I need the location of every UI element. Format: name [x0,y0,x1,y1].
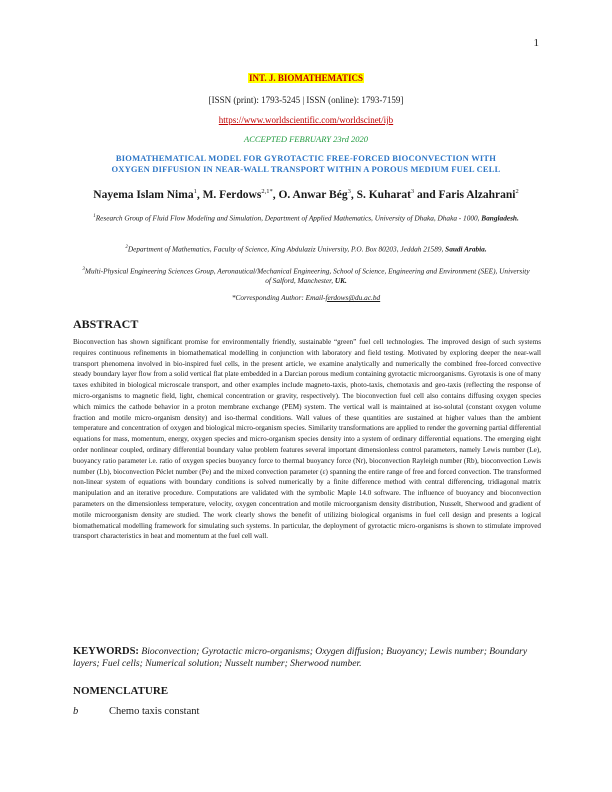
nomenclature-desc: Chemo taxis constant [109,706,200,717]
abstract-heading: ABSTRACT [73,317,139,331]
accepted-date: ACCEPTED FEBRUARY 23rd 2020 [244,134,368,144]
keywords-label: KEYWORDS: [73,646,139,657]
author-sup: 2,1* [261,188,273,195]
page-number: 1 [533,37,539,49]
title-line-1: BIOMATHEMATICAL MODEL FOR GYROTACTIC FREE-FORCED BIOCONVECTION WITH [115,153,497,163]
author-sup: 1 [193,188,197,195]
author: S. Kuharat [356,188,411,201]
affiliation-3: $^3$Multi-Physical Engineering Sciences Group, Aeronautical/Mechanical Engineering, School of Science, Engineering and Environment (SEE), University of Salford, Manchester, UK. [82,266,530,286]
affiliation-2: $^2$Department of Mathematics, Faculty of Science, King Abdulaziz University, P.O. Box 80203, Jeddah 21589, Saudi Arabia. [125,244,487,254]
author: M. Ferdows [202,188,262,201]
keywords-list: Bioconvection; Gyrotactic micro-organisms; Oxygen diffusion; Buoyancy; Lewis number; Boundary layers; Fuel cells; Numerical solution; Nusselt number; Sherwood number. [73,646,528,669]
author-list: Nayema Islam Nima$^1$, M. Ferdows$^{2,1*}$, O. Anwar Bég$^3$, S. Kuharat$^3$ and Faris Alzahrani$^2$ [93,188,519,201]
author-sup: 3 [347,188,351,195]
author: O. Anwar Bég [278,188,348,201]
nomenclature-symbol: b [73,706,79,717]
author-sup: 3 [410,188,415,195]
author: Faris Alzahrani [438,188,516,201]
abstract-text: Bioconvection has shown significant promise for environmentally friendly, sustainable “green” fuel cell technologies. The improved design of such systems requires continuous refinements in biomathematical modelling in conjunction with laboratory and field testing. Motivated by exploring deeper the near-wall transport phenomena involved in bio-inspired fuel cells, in the present article, we examine analytically and numerically the combined free-forced convective steady boundary layer flow from a solid vertical flat plate embedded in a Darcian porous medium containing gyrotactic microorganisms. Gyrotaxis is one of many taxes exhibited in biological microscale transport, and other examples include magneto-taxis, photo-taxis, chemotaxis and geo-taxis (reflecting the response of micro-organisms to magnetic field, light, chemical concentration or gravity, respectively). The bioconvection fuel cell also contains diffusing oxygen species which mimics the cathode behavior in a proton membrane exchange (PEM) system. The vertical wall is maintained at iso-solutal (constant oxygen volume fraction and motile micro-organism density) and iso-thermal conditions. Wall values of these quantities are sustained at higher values than the ambient temperature and concentration of oxygen and biological micro-organism species. Similarity transformations are applied to render the governing partial differential equations for mass, momentum, energy, oxygen species and micro-organism species density into a system of ordinary differential equations. The emerging eight order nonlinear coupled, ordinary differential boundary value problem features several important dimensionless control parameters, namely Lewis number (Le), buoyancy ratio parameter i.e. ratio of oxygen species buoyancy force to thermal buoyancy force (Nr), bioconvection Rayleigh number (Rb), bioconvection Lewis number (Lb), bioconvection Péclet number (Pe) and the mixed convection parameter (ε) spanning the entire range of free and forced convection. The transformed non-linear system of equations with boundary conditions is solved numerically by a finite difference method with central differencing, tridiagonal matrix manipulation and an iterative procedure. Computations are validated with the symbolic Maple 14.0 software. The influence of buoyancy and bioconvection parameters on the dimensionless temperature, velocity, oxygen concentration and motile microorganism density distribution, Nusselt, Sherwood and gradient of motile microorganism density are studied. The work clearly shows the benefit of utilizing biological organisms in fuel cell design and presents a logical biomathematical modelling framework for simulating such systems. In particular, the deployment of gyrotactic micro-organisms is shown to stimulate improved transport characteristics in heat and momentum at the fuel cell wall. [73,338,541,541]
journal-name: INT. J. BIOMATHEMATICS [248,73,363,83]
issn-line: [ISSN (print): 1793-5245 | ISSN (online): 1793-7159] [208,95,404,105]
paper-title [78,153,534,175]
corresponding-email-link[interactable]: ferdows@du.ac.bd [325,293,381,302]
keywords [73,646,541,670]
nomenclature-heading: NOMENCLATURE [73,685,169,697]
title-line-2: OXYGEN DIFFUSION IN NEAR-WALL TRANSPORT WITHIN A POROUS MEDIUM FUEL CELL [111,164,501,174]
journal-url-link[interactable]: https://www.worldscientific.com/worldscinet/ijb [218,115,394,125]
author: Nayema Islam Nima [93,188,194,201]
affiliation-1: $^1$Research Group of Fluid Flow Modeling and Simulation, Department of Applied Mathematics, University of Dhaka, Dhaka - 1000, Bangladesh. [93,213,519,223]
corresponding-author: *Corresponding Author: Email-ferdows@du.ac.bd [231,293,381,302]
author-sup: 2 [515,188,519,195]
nomenclature-row [73,706,199,717]
